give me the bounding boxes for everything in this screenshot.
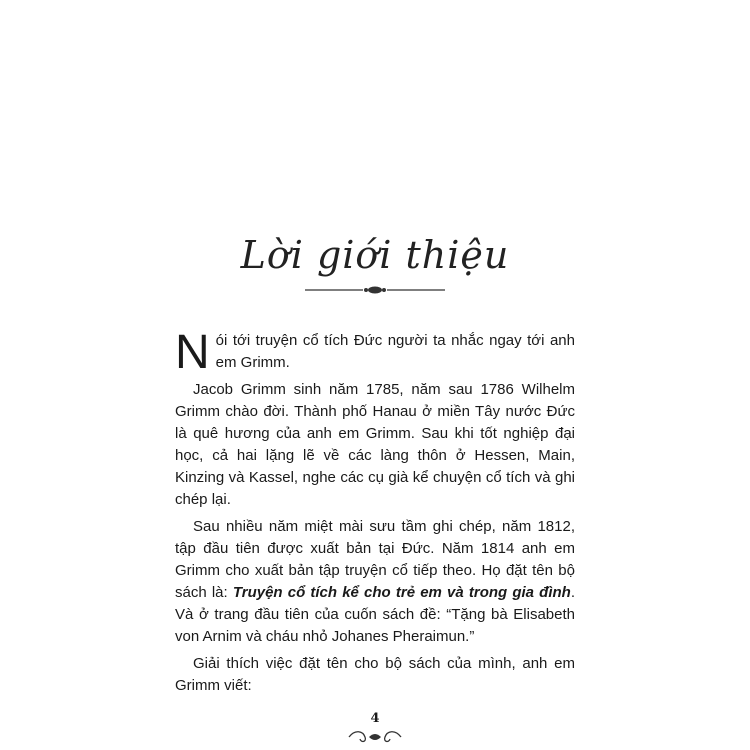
body-text [175,326,575,697]
text-segment: . Và [175,584,575,623]
text-line: Kassel, nghe các cụ già kể chuyện cổ tích và ghi chép lại. [175,469,575,508]
text-line: Grimm chào đời. Thành phố Hanau ở miền Tây nước Đức là [175,403,575,442]
drop-cap: N [175,326,210,379]
book-title-emphasis: Truyện cổ tích kể cho trẻ em và trong gia đình [232,584,571,601]
text-line: ở trang đầu tiên của cuốn sách đề: “Tặng bà Elisabeth von [175,606,575,645]
title-ornament-divider [305,284,445,296]
text-line: Grimm viết: [175,677,252,694]
text-line: cả hai lặng lẽ về các làng thôn ở Hessen, Main, Kinzing và [175,447,575,486]
body-column [175,326,575,745]
text-line: tập đầu tiên được xuất bản tại Đức. Năm 1814 anh em [175,540,575,557]
page-number: 4 [370,711,380,726]
text-line: Jacob Grimm sinh năm 1785, năm sau 1786 Wilhelm [193,381,575,398]
text-line: sách là: [175,584,233,601]
paragraph [175,516,575,648]
text-line: Giải thích việc đặt tên cho bộ sách của mình, anh em [193,655,575,672]
paragraph [175,653,575,697]
text-line: Sau nhiều năm miệt mài sưu tầm ghi chép, năm 1812, [193,518,575,535]
footer-ornament [345,729,405,745]
text-line: Grimm cho xuất bản tập truyện cổ tiếp theo. Họ đặt tên bộ [175,562,575,579]
page-title: Lời giới thiệu [240,233,510,277]
paragraph [175,379,575,511]
text-line: anh em Grimm. [215,332,575,371]
paragraph [175,326,575,379]
text-line: Arnim và cháu nhỏ Johanes Pheraimun.” [202,628,475,645]
text-line: ói tới truyện cổ tích Đức người ta nhắc ngay tới [215,332,545,349]
text-line: quê hương của anh em Grimm. Sau khi tốt nghiệp đại học, [175,425,575,464]
